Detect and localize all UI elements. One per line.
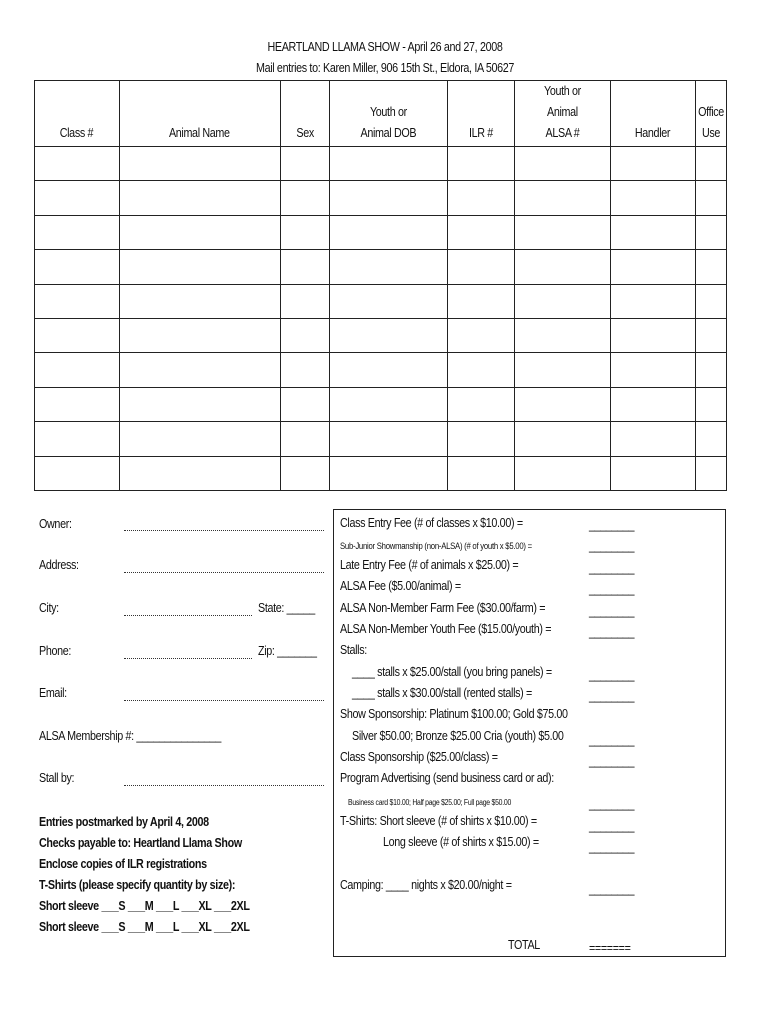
- table-row: [35, 422, 727, 456]
- farm-fee: ALSA Non-Member Farm Fee ($30.00/farm) =: [340, 601, 546, 615]
- entry-cell[interactable]: [330, 181, 448, 215]
- entry-cell[interactable]: [280, 318, 330, 352]
- entry-cell[interactable]: [515, 422, 611, 456]
- entry-cell[interactable]: [280, 387, 330, 421]
- entry-cell[interactable]: [330, 422, 448, 456]
- column-header-label: ILR #: [469, 126, 494, 140]
- camping-fee: Camping: ____ nights x $20.00/night =: [340, 878, 512, 892]
- farm-fee-amount[interactable]: ________: [589, 604, 635, 618]
- stalls-label: Stalls:: [340, 643, 367, 657]
- column-header-label: Youth or Animal DOB: [361, 105, 417, 140]
- stalls-own-panels: ____ stalls x $25.00/stall (you bring panels) =: [352, 665, 552, 679]
- column-header-label: Handler: [635, 126, 671, 140]
- entry-cell[interactable]: [330, 147, 448, 181]
- entry-cell[interactable]: [35, 181, 120, 215]
- alsa-membership-field[interactable]: ALSA Membership #: _______________: [39, 729, 221, 743]
- column-header-label: Youth or Animal ALSA #: [544, 84, 582, 140]
- entry-cell[interactable]: [695, 181, 726, 215]
- entry-cell[interactable]: [280, 422, 330, 456]
- entry-cell[interactable]: [280, 250, 330, 284]
- entry-cell[interactable]: [35, 147, 120, 181]
- tshirt-long-fee: Long sleeve (# of shirts x $15.00) =: [383, 835, 539, 849]
- entry-cell[interactable]: [330, 250, 448, 284]
- entry-cell[interactable]: [119, 250, 280, 284]
- column-header: [611, 81, 696, 147]
- table-row: [35, 147, 727, 181]
- column-header-label: Animal Name: [169, 126, 231, 140]
- entry-cell[interactable]: [119, 181, 280, 215]
- class-entry-fee: Class Entry Fee (# of classes x $10.00) =: [340, 516, 523, 530]
- address-field[interactable]: [124, 572, 324, 573]
- entry-cell[interactable]: [280, 353, 330, 387]
- total-amount[interactable]: =======: [589, 941, 631, 955]
- entry-cell[interactable]: [695, 318, 726, 352]
- entry-cell[interactable]: [119, 353, 280, 387]
- entry-cell[interactable]: [695, 353, 726, 387]
- program-advertising: Program Advertising (send business card or ad):: [340, 771, 554, 785]
- email-field[interactable]: [124, 700, 324, 701]
- youth-fee-amount[interactable]: ________: [589, 625, 635, 639]
- city-field[interactable]: [124, 615, 252, 616]
- entry-cell[interactable]: [330, 215, 448, 249]
- late-entry-fee: Late Entry Fee (# of animals x $25.00) =: [340, 558, 519, 572]
- table-row: [35, 353, 727, 387]
- sub-junior-fee: Sub-Junior Showmanship (non-ALSA) (# of youth x $5.00) =: [340, 541, 532, 551]
- owner-field[interactable]: [124, 530, 324, 531]
- entry-cell[interactable]: [35, 456, 120, 490]
- class-sponsorship-amount[interactable]: ________: [589, 754, 635, 768]
- entry-cell[interactable]: [611, 284, 696, 318]
- entry-cell[interactable]: [35, 250, 120, 284]
- entry-cell[interactable]: [35, 215, 120, 249]
- entry-cell[interactable]: [448, 422, 515, 456]
- alsa-fee-amount[interactable]: ________: [589, 582, 635, 596]
- entry-cell[interactable]: [119, 147, 280, 181]
- entry-cell[interactable]: [515, 147, 611, 181]
- table-body: [35, 147, 727, 491]
- entry-cell[interactable]: [330, 353, 448, 387]
- total-label: TOTAL: [508, 938, 540, 952]
- entry-cell[interactable]: [515, 387, 611, 421]
- alsa-fee: ALSA Fee ($5.00/animal) =: [340, 579, 461, 593]
- entry-cell[interactable]: [695, 147, 726, 181]
- column-header: [695, 81, 726, 147]
- entry-cell[interactable]: [448, 147, 515, 181]
- stall-by-label: Stall by:: [39, 771, 75, 785]
- entry-cell[interactable]: [611, 318, 696, 352]
- table-header-row: [35, 81, 727, 147]
- entry-cell[interactable]: [695, 215, 726, 249]
- entry-cell[interactable]: [35, 422, 120, 456]
- entry-cell[interactable]: [448, 318, 515, 352]
- entry-cell[interactable]: [695, 250, 726, 284]
- entry-cell[interactable]: [35, 318, 120, 352]
- entry-cell[interactable]: [515, 284, 611, 318]
- show-sponsorship: Show Sponsorship: Platinum $100.00; Gold $75.00: [340, 707, 568, 721]
- table-row: [35, 387, 727, 421]
- entry-cell[interactable]: [515, 456, 611, 490]
- tshirt-short-fee: T-Shirts: Short sleeve (# of shirts x $10.00) =: [340, 814, 537, 828]
- entry-cell[interactable]: [611, 422, 696, 456]
- table-row: [35, 181, 727, 215]
- stalls-own-amount[interactable]: ________: [589, 668, 635, 682]
- entry-cell[interactable]: [611, 250, 696, 284]
- column-header: [119, 81, 280, 147]
- entry-cell[interactable]: [280, 456, 330, 490]
- entry-cell[interactable]: [515, 318, 611, 352]
- entry-cell[interactable]: [695, 422, 726, 456]
- entry-cell[interactable]: [119, 215, 280, 249]
- entry-cell[interactable]: [330, 387, 448, 421]
- sub-junior-amount[interactable]: ________: [589, 539, 635, 553]
- youth-fee: ALSA Non-Member Youth Fee ($15.00/youth) =: [340, 622, 552, 636]
- column-header-label: Class #: [60, 126, 94, 140]
- entry-cell[interactable]: [35, 284, 120, 318]
- entry-cell[interactable]: [448, 250, 515, 284]
- entry-cell[interactable]: [119, 284, 280, 318]
- advertising-amount[interactable]: ________: [589, 797, 635, 811]
- entry-cell[interactable]: [515, 353, 611, 387]
- column-header: [448, 81, 515, 147]
- postmark-note: Entries postmarked by April 4, 2008: [39, 815, 209, 829]
- entry-cell[interactable]: [515, 215, 611, 249]
- class-entry-amount[interactable]: ________: [589, 518, 635, 532]
- entry-cell[interactable]: [35, 353, 120, 387]
- entry-cell[interactable]: [448, 456, 515, 490]
- column-header: [515, 81, 611, 147]
- entry-cell[interactable]: [119, 456, 280, 490]
- tshirt-long-amount[interactable]: ________: [589, 840, 635, 854]
- entry-cell[interactable]: [280, 147, 330, 181]
- entry-cell[interactable]: [330, 456, 448, 490]
- entry-cell[interactable]: [330, 284, 448, 318]
- entry-cell[interactable]: [695, 456, 726, 490]
- stalls-rented-amount[interactable]: ________: [589, 689, 635, 703]
- entry-cell[interactable]: [448, 387, 515, 421]
- tshirt-sizes-row-2[interactable]: Short sleeve ___S ___M ___L ___XL ___2XL: [39, 920, 250, 934]
- entry-cell[interactable]: [611, 147, 696, 181]
- ad-prices: Business card $10.00; Half page $25.00; Full page $50.00: [348, 798, 512, 807]
- entry-cell[interactable]: [448, 353, 515, 387]
- entry-cell[interactable]: [280, 284, 330, 318]
- mail-to-address: Mail entries to: Karen Miller, 906 15th St., Eldora, IA 50627: [255, 61, 515, 75]
- entries-table: [34, 80, 727, 491]
- show-sponsorship-levels: Silver $50.00; Bronze $25.00 Cria (youth) $5.00: [352, 729, 564, 743]
- entry-cell[interactable]: [280, 215, 330, 249]
- tshirt-sizes-row-1[interactable]: Short sleeve ___S ___M ___L ___XL ___2XL: [39, 899, 250, 913]
- entry-cell[interactable]: [611, 456, 696, 490]
- entry-cell[interactable]: [119, 422, 280, 456]
- tshirt-short-amount[interactable]: ________: [589, 819, 635, 833]
- entry-cell[interactable]: [611, 181, 696, 215]
- column-header-label: Office Use: [698, 105, 724, 140]
- table-row: [35, 318, 727, 352]
- entry-cell[interactable]: [280, 181, 330, 215]
- entry-cell[interactable]: [448, 284, 515, 318]
- table-row: [35, 215, 727, 249]
- table-row: [35, 284, 727, 318]
- entry-cell[interactable]: [119, 387, 280, 421]
- stalls-rented: ____ stalls x $30.00/stall (rented stalls) =: [352, 686, 532, 700]
- entry-cell[interactable]: [515, 181, 611, 215]
- address-label: Address:: [39, 558, 79, 572]
- phone-field[interactable]: [124, 658, 252, 659]
- phone-label: Phone:: [39, 644, 72, 658]
- state-field[interactable]: State: _____: [258, 601, 315, 615]
- entry-cell[interactable]: [611, 387, 696, 421]
- table-row: [35, 250, 727, 284]
- column-header: [280, 81, 330, 147]
- entry-cell[interactable]: [448, 181, 515, 215]
- entry-cell[interactable]: [695, 387, 726, 421]
- entry-cell[interactable]: [330, 318, 448, 352]
- class-sponsorship: Class Sponsorship ($25.00/class) =: [340, 750, 498, 764]
- zip-field[interactable]: Zip: _______: [258, 644, 317, 658]
- late-entry-amount[interactable]: ________: [589, 561, 635, 575]
- entry-cell[interactable]: [695, 284, 726, 318]
- city-label: City:: [39, 601, 59, 615]
- tshirt-note: T-Shirts (please specify quantity by size):: [39, 878, 236, 892]
- entry-cell[interactable]: [515, 250, 611, 284]
- entry-cell[interactable]: [611, 215, 696, 249]
- column-header: [330, 81, 448, 147]
- column-header-label: Sex: [296, 126, 314, 140]
- table-row: [35, 456, 727, 490]
- email-label: Email:: [39, 686, 67, 700]
- entry-cell[interactable]: [448, 215, 515, 249]
- camping-amount[interactable]: ________: [589, 882, 635, 896]
- owner-label: Owner:: [39, 517, 72, 531]
- entry-cell[interactable]: [35, 387, 120, 421]
- form-title: HEARTLAND LLAMA SHOW - April 26 and 27, 2008: [267, 40, 503, 54]
- entry-cell[interactable]: [611, 353, 696, 387]
- column-header: [35, 81, 120, 147]
- sponsorship-amount[interactable]: ________: [589, 733, 635, 747]
- checks-note: Checks payable to: Heartland Llama Show: [39, 836, 242, 850]
- enclose-note: Enclose copies of ILR registrations: [39, 857, 207, 871]
- stall-by-field[interactable]: [124, 785, 324, 786]
- entry-cell[interactable]: [119, 318, 280, 352]
